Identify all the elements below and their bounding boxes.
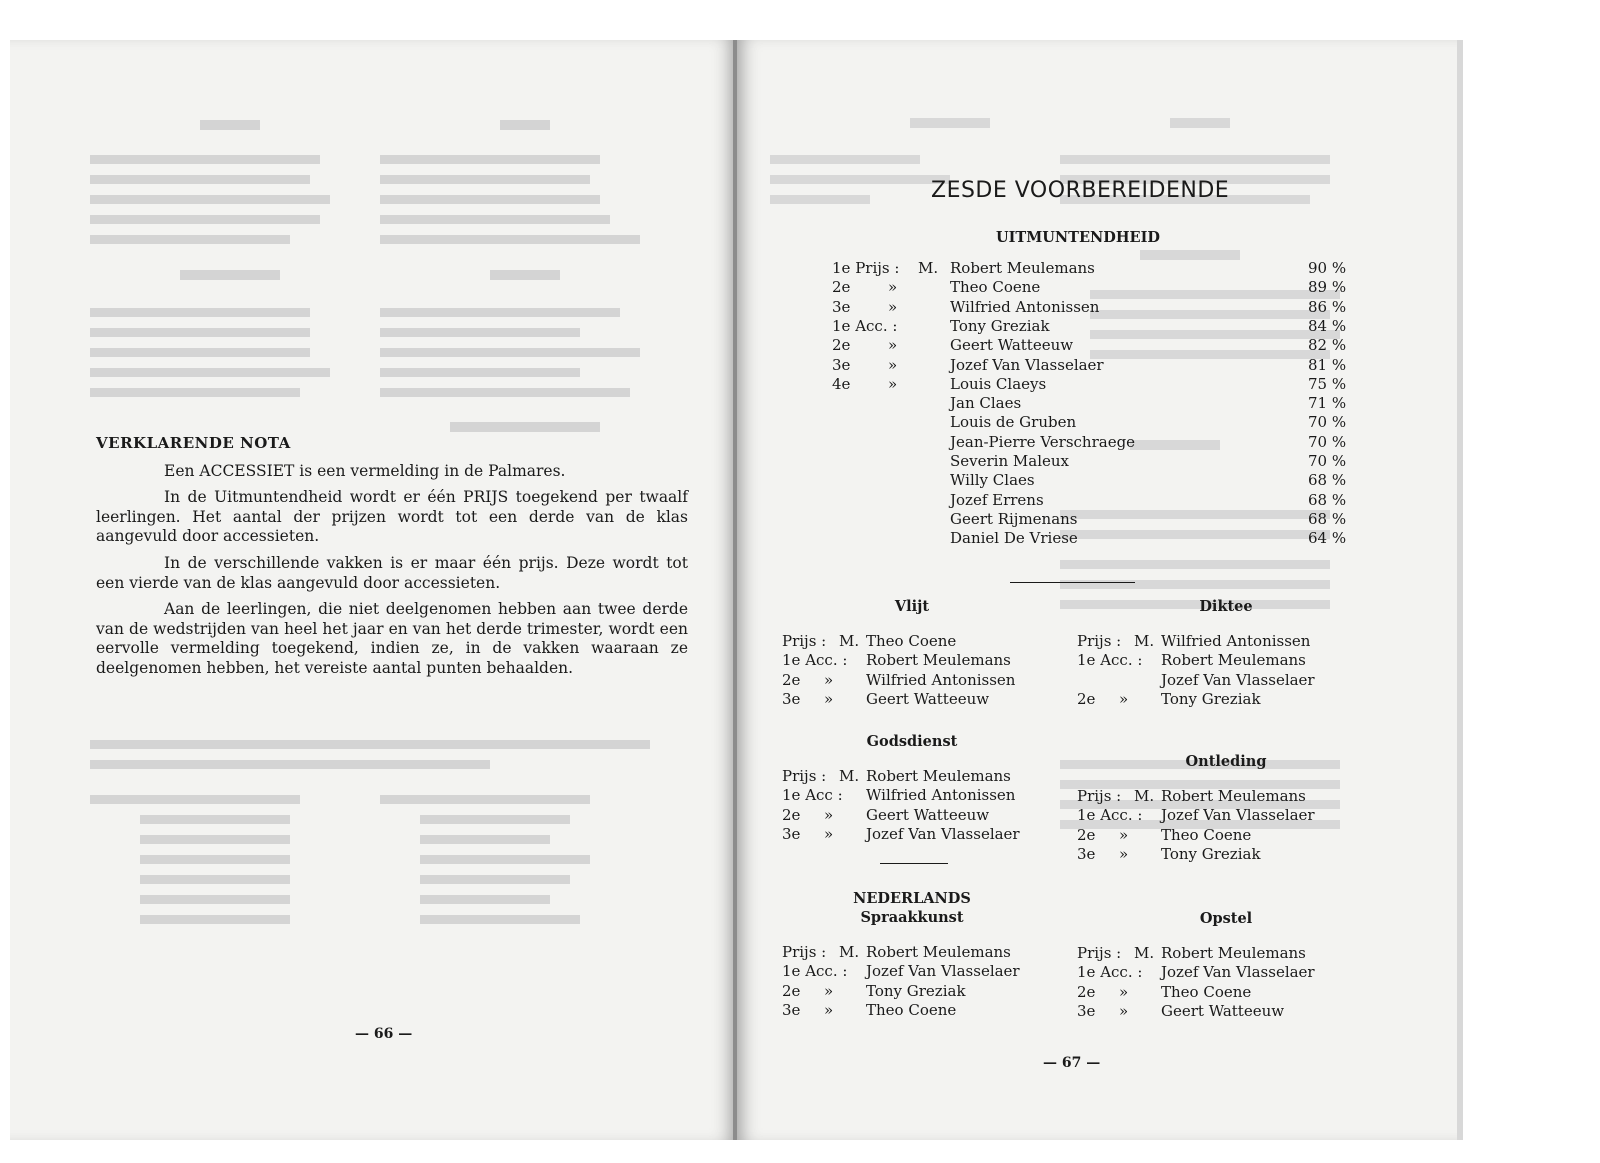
title-label: M. xyxy=(839,767,860,785)
title-label: M. xyxy=(1134,632,1155,650)
rank-label: 1e Acc : xyxy=(782,786,843,805)
award-row xyxy=(1077,671,1377,690)
title-label: » xyxy=(1119,689,1129,708)
student-name: Louis Claeys xyxy=(950,374,1047,393)
student-name: Geert Watteeuw xyxy=(866,689,990,708)
title-label: » xyxy=(824,981,834,1000)
rank-label: 2e xyxy=(782,805,801,824)
rank-label: 3e xyxy=(782,824,801,843)
rank-label: 3e xyxy=(1077,1001,1096,1020)
award-row xyxy=(1077,651,1377,670)
student-name: Theo Coene xyxy=(866,1000,957,1019)
title-label: M. xyxy=(1134,944,1155,962)
note-paragraph-1: Een ACCESSIET is een vermelding in de Palmares. xyxy=(164,462,566,480)
percentage: 68 % xyxy=(1308,509,1347,528)
student-name: Wilfried Antonissen xyxy=(866,786,1016,805)
rank-label: 2e xyxy=(782,670,801,689)
note-paragraph-4: Aan de leerlingen, die niet deelgenomen hebben aan twee derde van de wedstrijden van heel het jaar en van het derde trimester, wordt een eervolle vermelding toegekend, indien ze, in de vakken waaraan ze deelgenomen hebben, het vereiste aantal punten behaalden. xyxy=(96,600,688,677)
rank-label: Prijs : xyxy=(1077,632,1122,650)
award-row xyxy=(782,632,1082,651)
award-row xyxy=(1077,632,1377,651)
rank-label: 1e Acc. : xyxy=(782,962,848,981)
rank-label: Prijs : xyxy=(782,767,827,785)
title-label: » xyxy=(824,670,834,689)
title-label: M. xyxy=(839,943,860,961)
student-name: Jozef Van Vlasselaer xyxy=(1161,670,1315,689)
percentage: 84 % xyxy=(1308,316,1347,335)
percentage: 75 % xyxy=(1308,374,1347,393)
student-name: Theo Coene xyxy=(1161,982,1252,1001)
student-name: Robert Meulemans xyxy=(866,943,1011,961)
section-heading: NEDERLANDS xyxy=(853,890,971,907)
award-row xyxy=(1077,690,1377,709)
percentage: 71 % xyxy=(1308,394,1347,413)
percentage: 89 % xyxy=(1308,278,1347,297)
note-paragraph-3: In de verschillende vakken is er maar één prijs. Deze wordt tot een vierde van de klas aangevuld door accessieten. xyxy=(96,554,688,592)
left-page-number: — 66 — xyxy=(355,1026,413,1042)
percentage: 64 % xyxy=(1308,529,1347,548)
uitmuntendheid-row xyxy=(832,375,1352,394)
book-spine xyxy=(733,40,737,1140)
title-label: M. xyxy=(918,259,939,277)
student-name: Robert Meulemans xyxy=(1161,787,1306,805)
student-name: Theo Coene xyxy=(950,278,1041,297)
student-name: Tony Greziak xyxy=(866,981,966,1000)
percentage: 70 % xyxy=(1308,432,1347,451)
page-edge xyxy=(1457,40,1463,1140)
title-label: » xyxy=(1119,982,1129,1001)
percentage: 82 % xyxy=(1308,336,1347,355)
uitmuntendheid-row xyxy=(832,529,1352,548)
rank-label: 1e Acc. : xyxy=(1077,806,1143,825)
uitmuntendheid-row xyxy=(832,413,1352,432)
percentage: 70 % xyxy=(1308,452,1347,470)
uitmuntendheid-row xyxy=(832,278,1352,297)
title-label: » xyxy=(888,374,898,393)
award-row xyxy=(1077,963,1377,982)
uitmuntendheid-heading: UITMUNTENDHEID xyxy=(996,229,1160,246)
student-name: Tony Greziak xyxy=(950,316,1050,335)
student-name: Jean-Pierre Verschraege xyxy=(950,432,1136,451)
title-label: M. xyxy=(839,632,860,650)
separator-rule-short xyxy=(880,863,948,864)
uitmuntendheid-row xyxy=(832,298,1352,317)
percentage: 70 % xyxy=(1308,413,1347,432)
award-row xyxy=(1077,983,1377,1002)
student-name: Jan Claes xyxy=(950,394,1022,413)
student-name: Robert Meulemans xyxy=(950,259,1095,277)
student-name: Wilfried Antonissen xyxy=(866,670,1016,689)
title-label: » xyxy=(1119,1001,1129,1020)
rank-label: 1e Acc. : xyxy=(832,316,898,335)
title-label: » xyxy=(824,689,834,708)
student-name: Tony Greziak xyxy=(1161,689,1261,708)
rank-label: 1e Acc. : xyxy=(1077,651,1143,670)
title-label: » xyxy=(824,824,834,843)
right-page-number: — 67 — xyxy=(1043,1055,1101,1071)
student-name: Theo Coene xyxy=(1161,825,1252,844)
title-label: » xyxy=(824,805,834,824)
student-name: Wilfried Antonissen xyxy=(950,297,1100,316)
page-title: ZESDE VOORBEREIDENDE xyxy=(931,178,1230,203)
uitmuntendheid-row xyxy=(832,259,1352,278)
uitmuntendheid-row xyxy=(832,452,1352,471)
student-name: Jozef Errens xyxy=(950,490,1044,509)
rank-label: 3e xyxy=(782,1000,801,1019)
student-name: Wilfried Antonissen xyxy=(1161,632,1311,650)
award-row xyxy=(1077,944,1377,963)
award-row xyxy=(782,943,1082,962)
rank-label: Prijs : xyxy=(782,943,827,961)
award-row xyxy=(1077,845,1377,864)
rank-label: 3e xyxy=(832,355,851,374)
uitmuntendheid-row xyxy=(832,433,1352,452)
rank-label: 3e xyxy=(782,689,801,708)
rank-label: Prijs : xyxy=(1077,944,1122,962)
student-name: Louis de Gruben xyxy=(950,413,1077,432)
student-name: Severin Maleux xyxy=(950,452,1069,470)
student-name: Jozef Van Vlasselaer xyxy=(950,355,1104,374)
percentage: 68 % xyxy=(1308,471,1347,490)
separator-rule xyxy=(1010,582,1135,583)
student-name: Geert Watteeuw xyxy=(950,336,1074,355)
percentage: 68 % xyxy=(1308,490,1347,509)
award-row xyxy=(782,825,1082,844)
section-heading: Godsdienst xyxy=(866,733,958,750)
student-name: Geert Rijmenans xyxy=(950,509,1078,528)
uitmuntendheid-row xyxy=(832,394,1352,413)
student-name: Daniel De Vriese xyxy=(950,529,1078,548)
title-label: » xyxy=(888,336,898,355)
award-row xyxy=(782,767,1082,786)
rank-label: 2e xyxy=(1077,825,1096,844)
percentage: 81 % xyxy=(1308,355,1347,374)
title-label: » xyxy=(888,297,898,316)
award-row xyxy=(1077,806,1377,825)
uitmuntendheid-row xyxy=(832,356,1352,375)
rank-label: 2e xyxy=(832,278,851,297)
award-row xyxy=(1077,1002,1377,1021)
student-name: Geert Watteeuw xyxy=(1161,1001,1285,1020)
award-row xyxy=(782,671,1082,690)
rank-label: 3e xyxy=(832,297,851,316)
title-label: » xyxy=(888,278,898,297)
student-name: Robert Meulemans xyxy=(1161,651,1306,670)
student-name: Willy Claes xyxy=(950,471,1035,490)
student-name: Geert Watteeuw xyxy=(866,805,990,824)
student-name: Jozef Van Vlasselaer xyxy=(1161,963,1315,982)
rank-label: Prijs : xyxy=(1077,787,1122,805)
rank-label: 3e xyxy=(1077,844,1096,863)
student-name: Robert Meulemans xyxy=(1161,944,1306,962)
student-name: Tony Greziak xyxy=(1161,844,1261,863)
student-name: Theo Coene xyxy=(866,632,957,650)
award-row xyxy=(782,651,1082,670)
section-heading: Diktee xyxy=(1199,598,1253,615)
award-row xyxy=(782,690,1082,709)
title-label: » xyxy=(1119,844,1129,863)
award-row xyxy=(1077,826,1377,845)
rank-label: 1e Acc. : xyxy=(782,651,848,670)
uitmuntendheid-row xyxy=(832,471,1352,490)
rank-label: 2e xyxy=(1077,982,1096,1001)
award-row xyxy=(1077,787,1377,806)
rank-label: 2e xyxy=(782,981,801,1000)
rank-label: 1e Acc. : xyxy=(1077,963,1143,982)
section-subheading: Spraakkunst xyxy=(860,909,964,926)
uitmuntendheid-row xyxy=(832,510,1352,529)
award-row xyxy=(782,806,1082,825)
award-row xyxy=(782,786,1082,805)
uitmuntendheid-row xyxy=(832,336,1352,355)
note-heading: VERKLARENDE NOTA xyxy=(96,434,291,452)
title-label: M. xyxy=(1134,787,1155,805)
award-row xyxy=(782,982,1082,1001)
student-name: Robert Meulemans xyxy=(866,767,1011,785)
student-name: Jozef Van Vlasselaer xyxy=(866,962,1020,981)
percentage: 90 % xyxy=(1308,259,1347,277)
section-heading: Ontleding xyxy=(1185,753,1267,770)
student-name: Jozef Van Vlasselaer xyxy=(866,824,1020,843)
rank-label: 1e Prijs : xyxy=(832,259,900,277)
section-heading: Vlijt xyxy=(894,598,930,615)
rank-label: Prijs : xyxy=(782,632,827,650)
rank-label: 4e xyxy=(832,374,851,393)
award-row xyxy=(782,1001,1082,1020)
uitmuntendheid-row xyxy=(832,317,1352,336)
student-name: Robert Meulemans xyxy=(866,651,1011,670)
award-row xyxy=(782,962,1082,981)
uitmuntendheid-row xyxy=(832,491,1352,510)
percentage: 86 % xyxy=(1308,297,1347,316)
title-label: » xyxy=(1119,825,1129,844)
rank-label: 2e xyxy=(832,336,851,355)
section-heading: Opstel xyxy=(1199,910,1253,927)
note-paragraph-2: In de Uitmuntendheid wordt er één PRIJS toegekend per twaalf leerlingen. Het aantal der prijzen wordt tot een derde van de klas aangevuld door accessieten. xyxy=(96,488,688,545)
rank-label: 2e xyxy=(1077,689,1096,708)
student-name: Jozef Van Vlasselaer xyxy=(1161,806,1315,825)
title-label: » xyxy=(888,355,898,374)
title-label: » xyxy=(824,1000,834,1019)
